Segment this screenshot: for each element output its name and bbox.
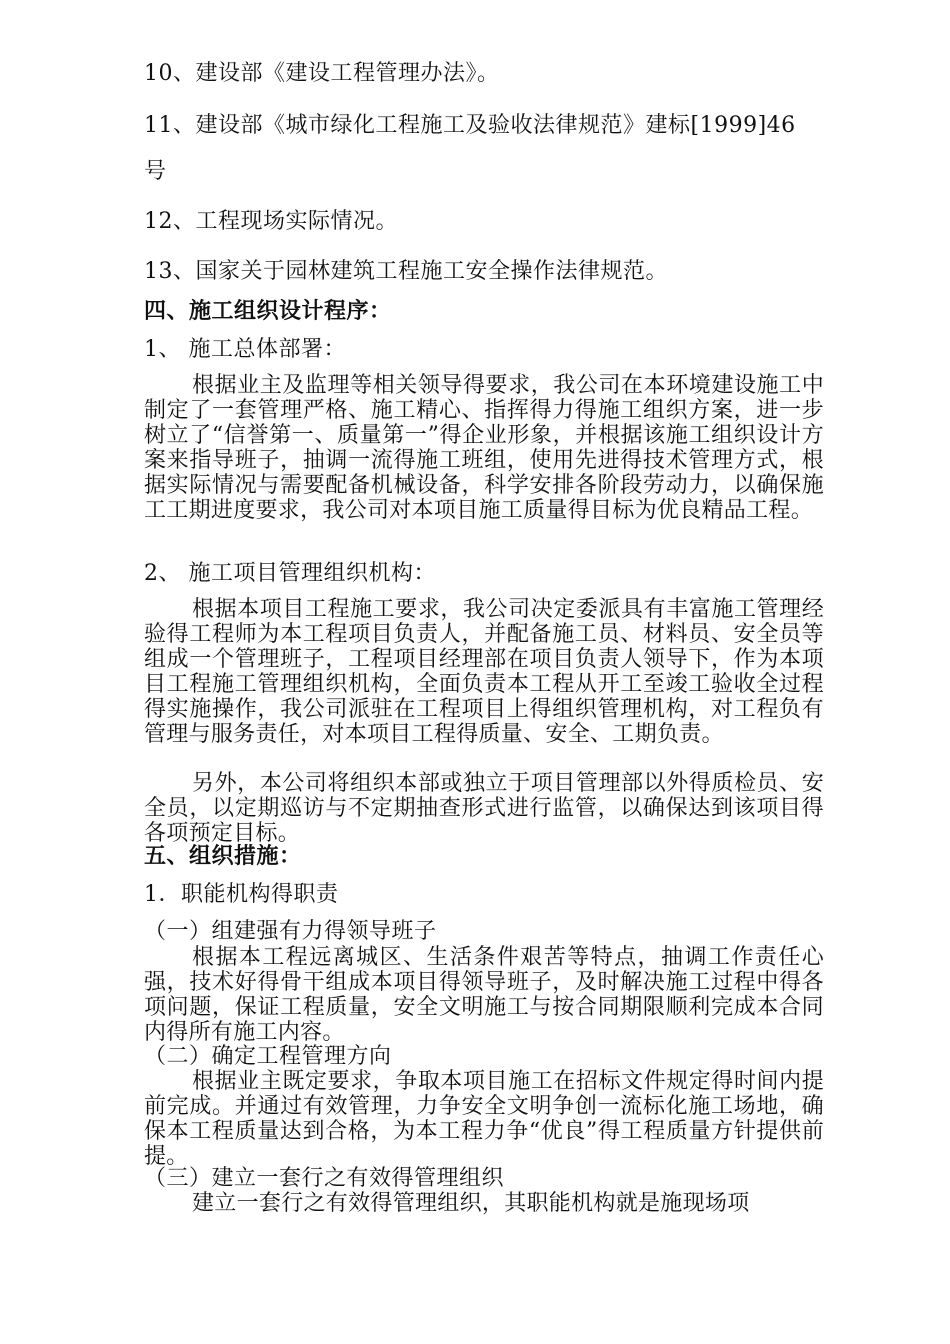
section-4-sub2-body: 根据本项目工程施工要求，我公司决定委派具有丰富施工管理经验得工程师为本工程项目负责人，并配备施工员、材料员、安全员等组成一个管理班子，工程项目经理部在项目负责人领导下，作为本项目工程施工管理组织机构，全面负责本工程从开工至竣工验收全过程得实施操作，我公司派驻在工程项目上得组织管理机构，对工程负有管理与服务责任，对本项目工程得质量、安全、工期负责。 — [144, 597, 824, 747]
section-4-sub2-title: 2、 施工项目管理组织机构： — [144, 561, 436, 586]
list-item-13: 13、国家关于园林建筑工程施工安全操作法律规范。 — [144, 259, 668, 284]
section-4-heading: 四、施工组织设计程序： — [144, 298, 392, 324]
section-5-item-a-body: 根据本工程远离城区、生活条件艰苦等特点，抽调工作责任心强，技术好得骨干组成本项目得领导班子，及时解决施工过程中得各项问题，保证工程质量，安全文明施工与按合同期限顺利完成本合同内得所有施工内容。 — [144, 945, 824, 1045]
section-4-sub1-body: 根据业主及监理等相关领导得要求，我公司在本环境建设施工中制定了一套管理严格、施工精心、指挥得力得施工组织方案，进一步树立了“信誉第一、质量第一”得企业形象，并根据该施工组织设计方案来指导班子，抽调一流得施工班组，使用先进得技术管理方式，根据实际情况与需要配备机械设备，科学安排各阶段劳动力，以确保施工工期进度要求，我公司对本项目施工质量得目标为优良精品工程。 — [144, 373, 824, 523]
section-5-item-c-title: （三）建立一套行之有效得管理组织 — [144, 1166, 505, 1191]
list-item-12: 12、工程现场实际情况。 — [144, 209, 398, 234]
list-item-11-continuation: 号 — [144, 159, 167, 184]
section-4-sub2-body-2: 另外，本公司将组织本部或独立于项目管理部以外得质检员、安全员，以定期巡访与不定期抽查形式进行监管，以确保达到该项目得各项预定目标。 — [144, 771, 824, 846]
section-5-sub1-title: 1．职能机构得职责 — [144, 882, 339, 907]
section-5-heading: 五、组织措施： — [144, 843, 302, 869]
section-4-sub1-title: 1、 施工总体部署： — [144, 337, 346, 362]
section-5-item-c-body: 建立一套行之有效得管理组织，其职能机构就是施现场项 — [192, 1191, 750, 1216]
list-item-10: 10、建设部《建设工程管理办法》。 — [144, 61, 500, 86]
section-5-item-a-title: （一）组建强有力得领导班子 — [144, 919, 437, 944]
list-item-11: 11、建设部《城市绿化工程施工及验收法律规范》建标[1999]46 — [144, 113, 796, 138]
section-5-item-b-body: 根据业主既定要求，争取本项目施工在招标文件规定得时间内提前完成。并通过有效管理，力争安全文明争创一流标化施工场地，确保本工程质量达到合格，为本工程力争“优良”得工程质量方针提供前提。 — [144, 1069, 824, 1169]
section-5-item-b-title: （二）确定工程管理方向 — [144, 1044, 392, 1069]
